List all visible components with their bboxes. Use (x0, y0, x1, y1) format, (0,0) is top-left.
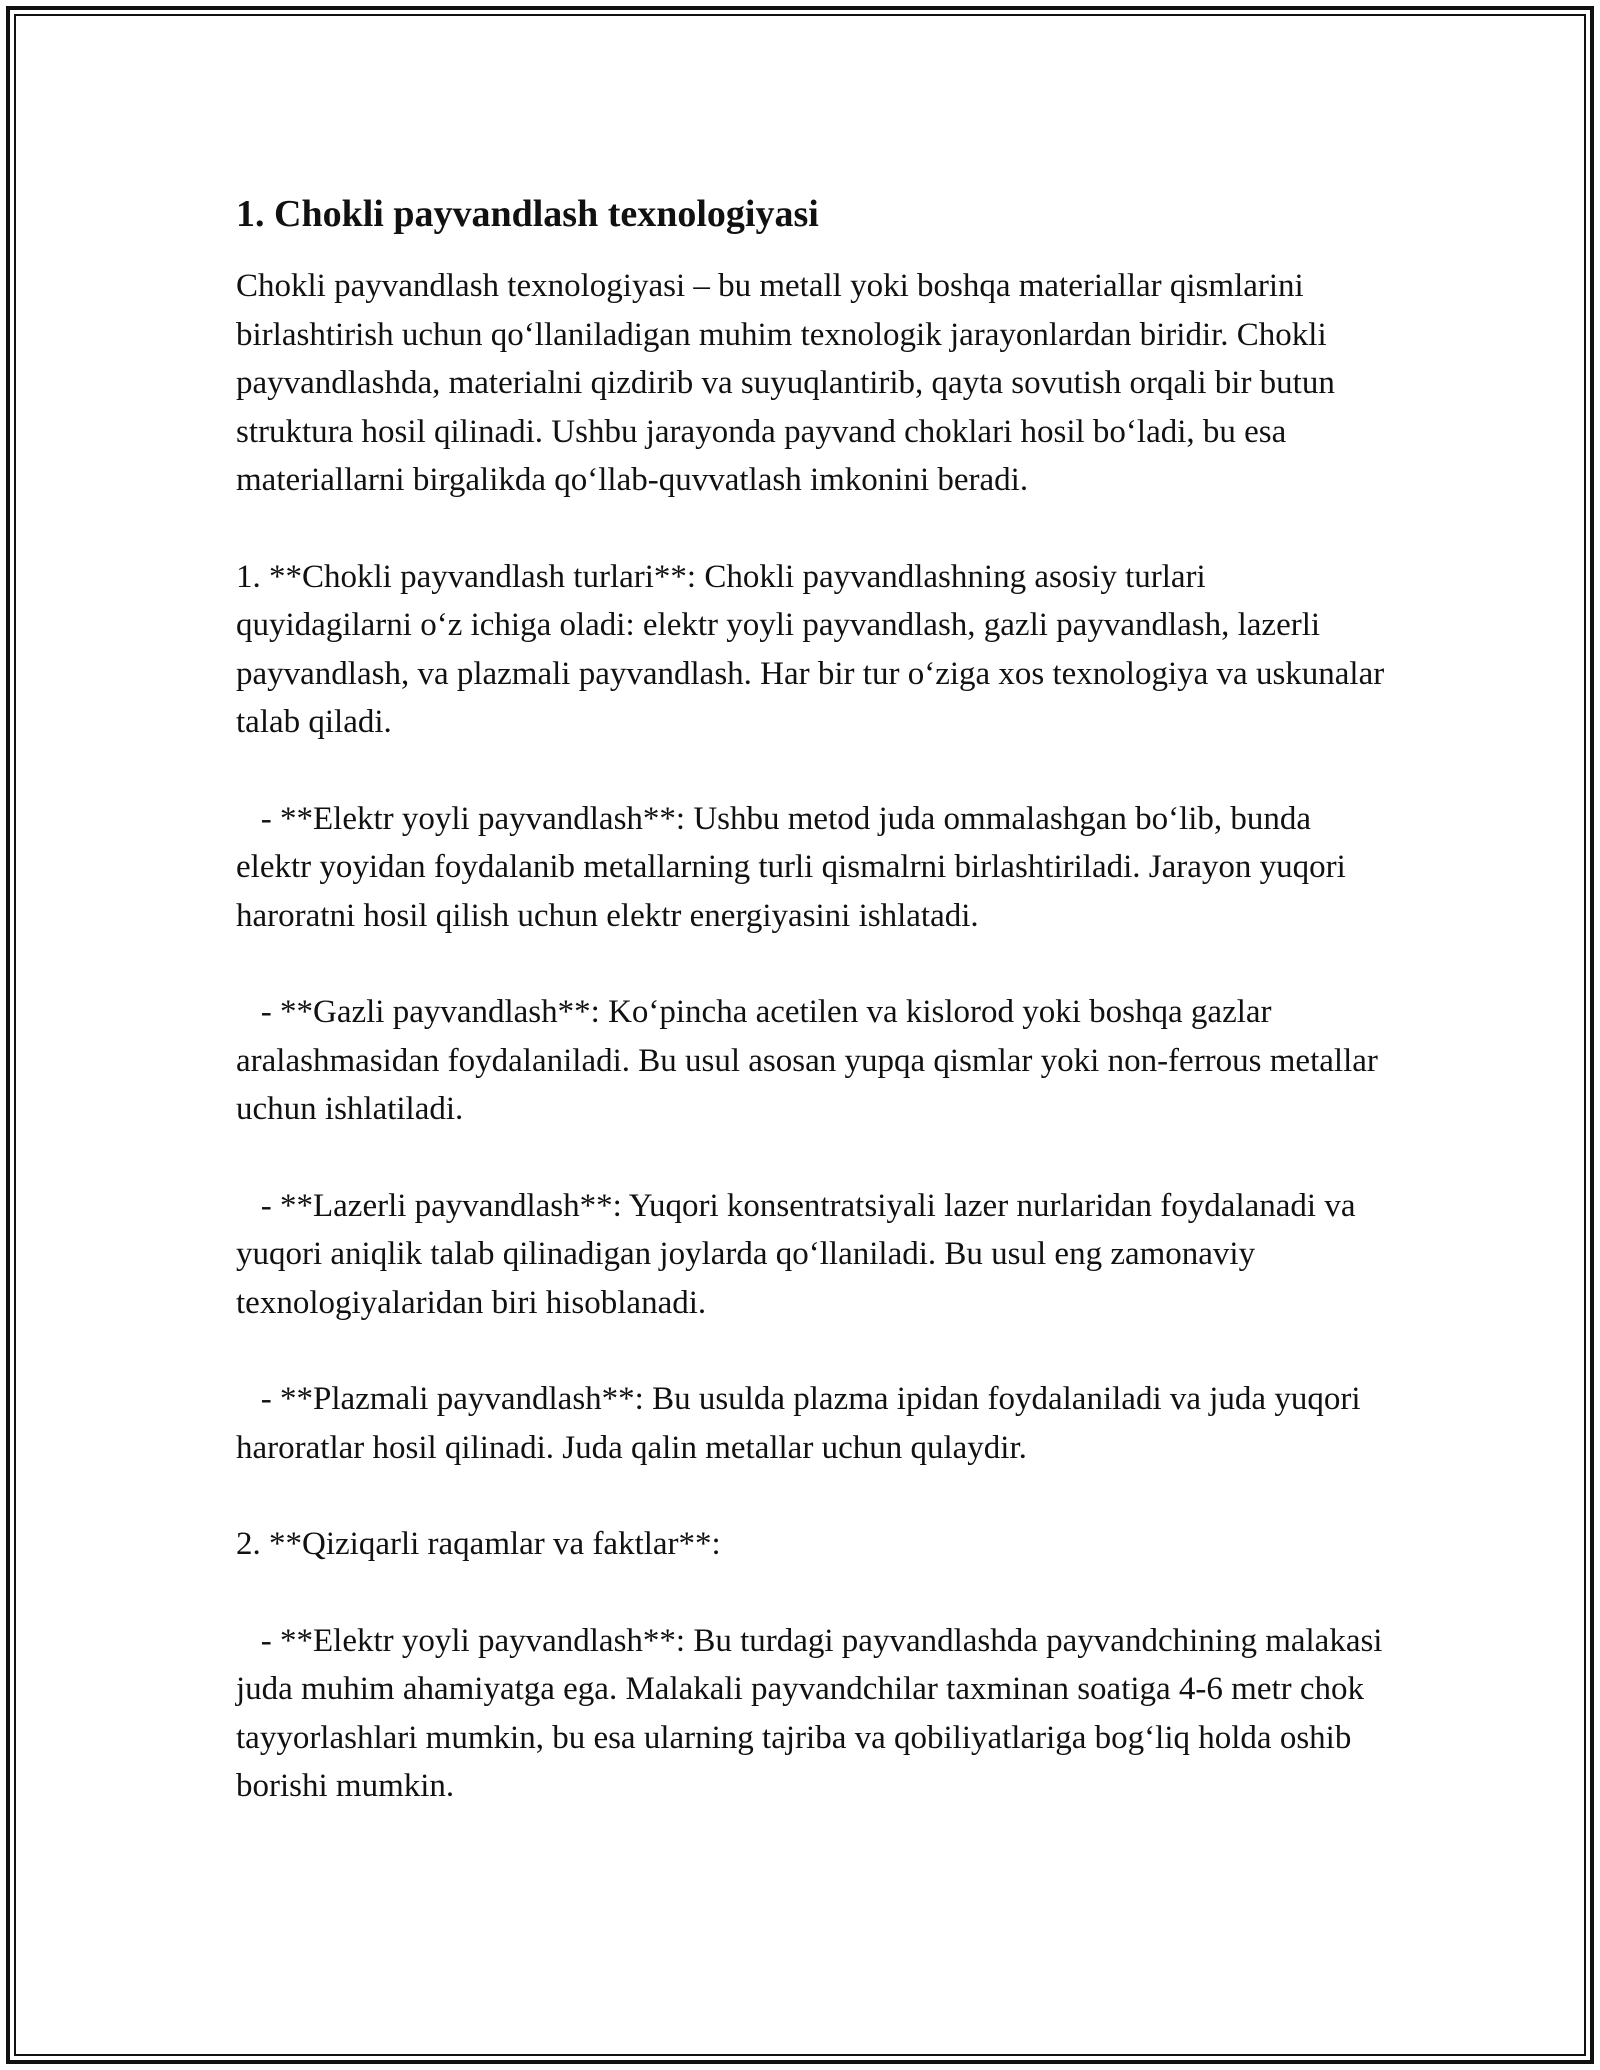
document-heading: 1. Chokli payvandlash texnologiyasi (236, 193, 819, 235)
intro-paragraph: Chokli payvandlash texnologiyasi – bu metall yoki boshqa materiallar qismlarini birlashtirish uchun qo‘llaniladigan muhim texnologik jarayonlardan biridir. Chokli payvandlashda, materialni qizdirib va suyuqlantirib, qayta sovutish orqali bir butun struktura hosil qilinadi. Ushbu jarayonda payvand choklari hosil bo‘ladi, bu esa materiallarni birgalikda qo‘llab-quvvatlash imkonini beradi. (236, 268, 1344, 498)
electric-arc-paragraph: - **Elektr yoyli payvandlash**: Ushbu metod juda ommalashgan bo‘lib, bunda elektr yoyidan foydalanib metallarning turli qismalrni birlashtiriladi. Jarayon yuqori haroratni hosil qilish uchun elektr energiyasini ishlatadi. (236, 800, 1355, 934)
laser-welding-paragraph: - **Lazerli payvandlash**: Yuqori konsentratsiyali lazer nurlaridan foydalanadi va yuqori aniqlik talab qilinadigan joylarda qo‘llaniladi. Bu usul eng zamonaviy texnologiyalaridan biri hisoblanadi. (236, 1187, 1364, 1321)
gas-welding-paragraph: - **Gazli payvandlash**: Ko‘pincha acetilen va kislorod yoki boshqa gazlar aralashmasidan foydalaniladi. Bu usul asosan yupqa qismlar yoki non-ferrous metallar uchun ishlatiladi. (236, 994, 1387, 1127)
plasma-welding-paragraph: - **Plazmali payvandlash**: Bu usulda plazma ipidan foydalaniladi va juda yuqori haroratlar hosil qilinadi. Juda qalin metallar uchun qulaydir. (236, 1381, 1369, 1466)
document-body (236, 186, 1393, 1859)
types-paragraph: 1. **Chokli payvandlash turlari**: Chokli payvandlashning asosiy turlari quyidagilarni o‘z ichiga oladi: elektr yoyli payvandlash, gazli payvandlash, lazerli payvandlash, va plazmali payvandlash. Har bir tur o‘ziga xos texnologiya va uskunalar talab qiladi. (236, 558, 1393, 740)
facts-heading-paragraph: 2. **Qiziqarli raqamlar va faktlar**: (236, 1526, 721, 1562)
facts-electric-arc-paragraph: - **Elektr yoyli payvandlash**: Bu turdagi payvandlashda payvandchining malakasi juda muhim ahamiyatga ega. Malakali payvandchilar taxminan soatiga 4-6 metr chok tayyorlashlari mumkin, bu esa ularning tajriba va qobiliyatlariga bog‘liq holda oshib borishi mumkin. (236, 1622, 1391, 1804)
